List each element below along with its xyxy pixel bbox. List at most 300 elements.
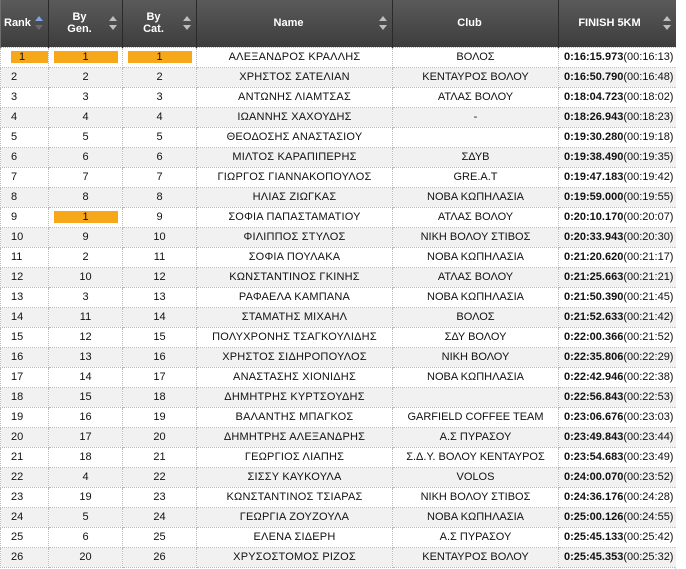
athlete-name-cell bbox=[197, 227, 393, 247]
rank-cell bbox=[1, 127, 49, 147]
rank-cell bbox=[1, 227, 49, 247]
rank-cell bbox=[1, 67, 49, 87]
category-rank-cell bbox=[123, 207, 197, 227]
athlete-name-cell bbox=[197, 167, 393, 187]
category-rank-cell bbox=[123, 547, 197, 567]
rank-cell bbox=[1, 267, 49, 287]
athlete-name-cell bbox=[197, 107, 393, 127]
rank-cell-value: 10 bbox=[11, 231, 24, 243]
table-header-row bbox=[1, 0, 677, 47]
net-time: (00:18:23) bbox=[623, 111, 674, 123]
table-row[interactable] bbox=[1, 207, 677, 227]
table-row[interactable] bbox=[1, 307, 677, 327]
category-rank-cell bbox=[123, 447, 197, 467]
net-time: (00:24:28) bbox=[623, 491, 674, 503]
category-rank-cell bbox=[123, 247, 197, 267]
club-cell bbox=[393, 327, 559, 347]
column-header-name[interactable] bbox=[197, 0, 393, 47]
gender-rank-cell bbox=[49, 247, 123, 267]
club-cell bbox=[393, 227, 559, 247]
finish-time-cell bbox=[559, 267, 677, 287]
rank-cell bbox=[1, 207, 49, 227]
category-rank-cell-value: 6 bbox=[156, 151, 163, 163]
category-rank-cell-value: 25 bbox=[153, 531, 166, 543]
gun-time: 0:25:00.126 bbox=[564, 511, 624, 523]
table-row[interactable] bbox=[1, 487, 677, 507]
club-cell bbox=[393, 547, 559, 567]
club-cell bbox=[393, 487, 559, 507]
gender-rank-cell bbox=[49, 267, 123, 287]
finish-time-cell bbox=[559, 367, 677, 387]
gun-time: 0:16:50.790 bbox=[564, 71, 624, 83]
club-cell-value: ΝΟΒΑ ΚΩΠΗΛΑΣΙΑ bbox=[427, 511, 524, 523]
category-rank-cell-value: 1 bbox=[128, 51, 192, 63]
athlete-name-cell-value: ΓΕΩΡΓΙΟΣ ΛΙΑΠΗΣ bbox=[244, 451, 345, 463]
club-cell-value: ΝΙΚΗ ΒΟΛΟΥ ΣΤΙΒΟΣ bbox=[420, 491, 531, 503]
category-rank-cell bbox=[123, 227, 197, 247]
column-header-club[interactable] bbox=[393, 0, 559, 47]
column-header-rank[interactable] bbox=[1, 0, 49, 47]
athlete-name-cell bbox=[197, 147, 393, 167]
athlete-name-cell-value: ΣΟΦΙΑ ΠΟΥΛΑΚΑ bbox=[248, 251, 341, 263]
category-rank-cell bbox=[123, 87, 197, 107]
athlete-name-cell bbox=[197, 367, 393, 387]
page-margin bbox=[676, 0, 686, 569]
athlete-name-cell-value: ΡΑΦΑΕΛΑ ΚΑΜΠΑΝΑ bbox=[238, 291, 351, 303]
athlete-name-cell bbox=[197, 407, 393, 427]
gender-rank-cell-value: 7 bbox=[82, 171, 89, 183]
athlete-name-cell bbox=[197, 487, 393, 507]
club-cell bbox=[393, 67, 559, 87]
finish-time-cell bbox=[559, 487, 677, 507]
athlete-name-cell-value: ΘΕΟΔΟΣΗΣ ΑΝΑΣΤΑΣΙΟΥ bbox=[226, 131, 363, 143]
category-rank-cell-value: 26 bbox=[153, 551, 166, 563]
category-rank-cell-value: 7 bbox=[156, 171, 163, 183]
rank-cell-value: 5 bbox=[11, 131, 18, 143]
finish-time-cell bbox=[559, 227, 677, 247]
table-row[interactable] bbox=[1, 187, 677, 207]
rank-cell bbox=[1, 307, 49, 327]
athlete-name-cell-value: ΑΝΑΣΤΑΣΗΣ ΧΙΟΝΙΔΗΣ bbox=[233, 371, 356, 383]
table-row[interactable] bbox=[1, 167, 677, 187]
athlete-name-cell-value: ΔΗΜΗΤΡΗΣ ΚΥΡΤΣΟΥΔΗΣ bbox=[224, 391, 365, 403]
net-time: (00:25:42) bbox=[623, 531, 674, 543]
gender-rank-cell bbox=[49, 147, 123, 167]
gender-rank-cell bbox=[49, 447, 123, 467]
rank-cell bbox=[1, 107, 49, 127]
table-row[interactable] bbox=[1, 227, 677, 247]
athlete-name-cell-value: ΓΙΩΡΓΟΣ ΓΙΑΝΝΑΚΟΠΟΥΛΟΣ bbox=[217, 171, 372, 183]
category-rank-cell bbox=[123, 427, 197, 447]
rank-cell-value: 24 bbox=[11, 511, 24, 523]
category-rank-cell bbox=[123, 107, 197, 127]
rank-cell-value: 18 bbox=[11, 391, 24, 403]
rank-cell-value: 16 bbox=[11, 351, 24, 363]
gender-rank-cell-value: 4 bbox=[82, 471, 89, 483]
category-rank-cell bbox=[123, 467, 197, 487]
table-row[interactable] bbox=[1, 347, 677, 367]
club-cell bbox=[393, 247, 559, 267]
club-cell-value: ΝΙΚΗ ΒΟΛΟΥ ΣΤΙΒΟΣ bbox=[420, 231, 531, 243]
athlete-name-cell bbox=[197, 467, 393, 487]
table-row[interactable] bbox=[1, 327, 677, 347]
category-rank-cell bbox=[123, 347, 197, 367]
category-rank-cell-value: 19 bbox=[153, 411, 166, 423]
club-cell-value: VOLOS bbox=[456, 471, 495, 483]
table-row[interactable] bbox=[1, 407, 677, 427]
club-cell-value: - bbox=[473, 111, 478, 123]
gender-rank-cell-value: 14 bbox=[79, 371, 92, 383]
finish-time-cell bbox=[559, 447, 677, 467]
athlete-name-cell-value: ΗΛΙΑΣ ΖΙΩΓΚΑΣ bbox=[252, 191, 337, 203]
finish-time-cell bbox=[559, 207, 677, 227]
finish-time-cell bbox=[559, 127, 677, 147]
net-time: (00:20:07) bbox=[623, 211, 674, 223]
net-time: (00:21:52) bbox=[623, 331, 674, 343]
rank-cell-value: 11 bbox=[11, 251, 23, 263]
sort-icon[interactable] bbox=[379, 16, 387, 30]
gender-rank-cell bbox=[49, 347, 123, 367]
rank-cell bbox=[1, 527, 49, 547]
rank-cell bbox=[1, 247, 49, 267]
athlete-name-cell-value: ΦΙΛΙΠΠΟΣ ΣΤΥΛΟΣ bbox=[243, 231, 346, 243]
gender-rank-cell bbox=[49, 507, 123, 527]
athlete-name-cell bbox=[197, 547, 393, 567]
club-cell-value: ΑΤΛΑΣ ΒΟΛΟΥ bbox=[437, 271, 514, 283]
club-cell-value: ΣΔΥΒ bbox=[461, 151, 490, 163]
column-header-label: Club bbox=[457, 17, 482, 30]
gun-time: 0:18:26.943 bbox=[564, 111, 624, 123]
category-rank-cell bbox=[123, 67, 197, 87]
rank-cell-value: 20 bbox=[11, 431, 24, 443]
finish-time-cell bbox=[559, 167, 677, 187]
table-row[interactable] bbox=[1, 367, 677, 387]
category-rank-cell-value: 15 bbox=[153, 331, 166, 343]
athlete-name-cell-value: ΠΟΛΥΧΡΟΝΗΣ ΤΣΑΓΚΟΥΛΙΔΗΣ bbox=[212, 331, 377, 343]
sort-ascending-icon[interactable] bbox=[35, 16, 43, 30]
category-rank-cell-value: 17 bbox=[153, 371, 166, 383]
club-cell-value: GRE.A.T bbox=[453, 171, 498, 183]
athlete-name-cell-value: ΚΩΝΣΤΑΝΤΙΝΟΣ ΤΣΙΑΡΑΣ bbox=[226, 491, 363, 503]
gender-rank-cell-value: 6 bbox=[82, 531, 89, 543]
gender-rank-cell bbox=[49, 407, 123, 427]
table-row[interactable] bbox=[1, 467, 677, 487]
table-row[interactable] bbox=[1, 427, 677, 447]
category-rank-cell-value: 9 bbox=[156, 211, 163, 223]
category-rank-cell bbox=[123, 127, 197, 147]
sort-icon[interactable] bbox=[663, 16, 671, 30]
gender-rank-cell-value: 5 bbox=[82, 511, 89, 523]
column-header-label: Gen. bbox=[67, 23, 92, 36]
gun-time: 0:24:36.176 bbox=[564, 491, 624, 503]
category-rank-cell-value: 14 bbox=[153, 311, 166, 323]
athlete-name-cell-value: ΚΩΝΣΤΑΝΤΙΝΟΣ ΓΚΙΝΗΣ bbox=[229, 271, 360, 283]
athlete-name-cell bbox=[197, 187, 393, 207]
club-cell-value: ΝΟΒΑ ΚΩΠΗΛΑΣΙΑ bbox=[427, 371, 524, 383]
gender-rank-cell-value: 11 bbox=[79, 311, 92, 323]
category-rank-cell-value: 12 bbox=[153, 271, 166, 283]
category-rank-cell-value: 20 bbox=[153, 431, 166, 443]
gender-rank-cell-value: 15 bbox=[79, 391, 92, 403]
rank-cell-value: 15 bbox=[11, 331, 24, 343]
table-row[interactable] bbox=[1, 287, 677, 307]
club-cell bbox=[393, 187, 559, 207]
rank-cell bbox=[1, 427, 49, 447]
table-row[interactable] bbox=[1, 527, 677, 547]
gender-rank-cell bbox=[49, 487, 123, 507]
club-cell bbox=[393, 387, 559, 407]
club-cell-value: ΑΤΛΑΣ ΒΟΛΟΥ bbox=[437, 211, 514, 223]
gun-time: 0:21:20.620 bbox=[564, 251, 624, 263]
net-time: (00:20:30) bbox=[623, 231, 674, 243]
club-cell bbox=[393, 467, 559, 487]
column-header-label: Rank bbox=[4, 17, 31, 30]
gun-time: 0:20:10.170 bbox=[564, 211, 624, 223]
club-cell bbox=[393, 87, 559, 107]
gun-time: 0:25:45.353 bbox=[564, 551, 624, 563]
finish-time-cell bbox=[559, 407, 677, 427]
athlete-name-cell-value: ΑΛΕΞΑΝΔΡΟΣ ΚΡΑΛΛΗΣ bbox=[228, 51, 361, 63]
category-rank-cell bbox=[123, 327, 197, 347]
club-cell bbox=[393, 407, 559, 427]
athlete-name-cell bbox=[197, 427, 393, 447]
gender-rank-cell bbox=[49, 307, 123, 327]
table-row[interactable] bbox=[1, 67, 677, 87]
category-rank-cell-value: 24 bbox=[153, 511, 166, 523]
rank-cell-value: 9 bbox=[11, 211, 18, 223]
gender-rank-cell-value: 8 bbox=[82, 191, 89, 203]
athlete-name-cell-value: ΧΡΥΣΟΣΤΟΜΟΣ ΡΙΖΟΣ bbox=[233, 551, 356, 563]
category-rank-cell bbox=[123, 287, 197, 307]
rank-cell bbox=[1, 407, 49, 427]
gender-rank-cell bbox=[49, 527, 123, 547]
gender-rank-cell-value: 4 bbox=[82, 111, 89, 123]
category-rank-cell-value: 13 bbox=[153, 291, 166, 303]
gun-time: 0:19:47.183 bbox=[564, 171, 624, 183]
athlete-name-cell-value: ΧΡΗΣΤΟΣ ΣΙΔΗΡΟΠΟΥΛΟΣ bbox=[222, 351, 367, 363]
finish-time-cell bbox=[559, 427, 677, 447]
club-cell-value: ΑΤΛΑΣ ΒΟΛΟΥ bbox=[437, 91, 514, 103]
finish-time-cell bbox=[559, 287, 677, 307]
column-header-by-gender[interactable] bbox=[49, 0, 123, 47]
athlete-name-cell bbox=[197, 327, 393, 347]
net-time: (00:23:03) bbox=[623, 411, 674, 423]
column-header-finish-5km[interactable] bbox=[559, 0, 677, 47]
gender-rank-cell-value: 17 bbox=[79, 431, 92, 443]
category-rank-cell bbox=[123, 307, 197, 327]
club-cell-value: ΚΕΝΤΑΥΡΟΣ ΒΟΛΟΥ bbox=[422, 551, 529, 563]
athlete-name-cell bbox=[197, 387, 393, 407]
finish-time-cell bbox=[559, 307, 677, 327]
club-cell bbox=[393, 287, 559, 307]
athlete-name-cell-value: ΑΝΤΩΝΗΣ ΛΙΑΜΤΣΑΣ bbox=[238, 91, 351, 103]
category-rank-cell bbox=[123, 367, 197, 387]
athlete-name-cell bbox=[197, 267, 393, 287]
finish-time-cell bbox=[559, 467, 677, 487]
rank-cell-value: 6 bbox=[11, 151, 18, 163]
gun-time: 0:21:50.390 bbox=[564, 291, 624, 303]
club-cell bbox=[393, 367, 559, 387]
gun-time: 0:23:49.843 bbox=[564, 431, 624, 443]
athlete-name-cell-value: ΣΙΣΣΥ ΚΑΥΚΟΥΛΑ bbox=[247, 471, 342, 483]
table-row[interactable] bbox=[1, 507, 677, 527]
gender-rank-cell bbox=[49, 467, 123, 487]
net-time: (00:19:35) bbox=[623, 151, 674, 163]
table-row[interactable] bbox=[1, 547, 677, 567]
club-cell bbox=[393, 47, 559, 67]
club-cell bbox=[393, 127, 559, 147]
category-rank-cell-value: 3 bbox=[156, 91, 163, 103]
gender-rank-cell bbox=[49, 207, 123, 227]
gender-rank-cell bbox=[49, 367, 123, 387]
athlete-name-cell bbox=[197, 527, 393, 547]
table-row[interactable] bbox=[1, 447, 677, 467]
finish-time-cell bbox=[559, 247, 677, 267]
rank-cell bbox=[1, 547, 49, 567]
table-row[interactable] bbox=[1, 267, 677, 287]
rank-cell-value: 2 bbox=[11, 71, 18, 83]
rank-cell-value: 23 bbox=[11, 491, 24, 503]
gender-rank-cell-value: 6 bbox=[82, 151, 89, 163]
column-header-by-category[interactable] bbox=[123, 0, 197, 47]
club-cell-value: ΝΟΒΑ ΚΩΠΗΛΑΣΙΑ bbox=[427, 191, 524, 203]
finish-time-cell bbox=[559, 327, 677, 347]
gender-rank-cell bbox=[49, 187, 123, 207]
net-time: (00:21:17) bbox=[623, 251, 674, 263]
gun-time: 0:22:35.806 bbox=[564, 351, 624, 363]
gender-rank-cell-value: 12 bbox=[79, 331, 92, 343]
net-time: (00:23:49) bbox=[623, 451, 674, 463]
sort-icon[interactable] bbox=[183, 16, 191, 30]
athlete-name-cell bbox=[197, 307, 393, 327]
table-row[interactable] bbox=[1, 127, 677, 147]
athlete-name-cell-value: ΔΗΜΗΤΡΗΣ ΑΛΕΞΑΝΔΡΗΣ bbox=[223, 431, 366, 443]
gender-rank-cell bbox=[49, 227, 123, 247]
table-row[interactable] bbox=[1, 387, 677, 407]
athlete-name-cell bbox=[197, 347, 393, 367]
category-rank-cell-value: 18 bbox=[153, 391, 166, 403]
net-time: (00:23:52) bbox=[623, 471, 674, 483]
rank-cell bbox=[1, 187, 49, 207]
sort-icon[interactable] bbox=[109, 16, 117, 30]
athlete-name-cell-value: ΒΑΛΑΝΤΗΣ ΜΠΑΓΚΟΣ bbox=[235, 411, 354, 423]
club-cell bbox=[393, 167, 559, 187]
finish-time-cell bbox=[559, 107, 677, 127]
category-rank-cell-value: 2 bbox=[156, 71, 163, 83]
net-time: (00:23:44) bbox=[623, 431, 674, 443]
net-time: (00:22:53) bbox=[623, 391, 674, 403]
finish-time-cell bbox=[559, 147, 677, 167]
gender-rank-cell-value: 9 bbox=[82, 231, 89, 243]
rank-cell bbox=[1, 167, 49, 187]
club-cell-value: ΒΟΛΟΣ bbox=[456, 311, 495, 323]
club-cell-value: ΣΔΥ ΒΟΛΟΥ bbox=[444, 331, 507, 343]
results-body bbox=[1, 47, 677, 567]
athlete-name-cell-value: ΧΡΗΣΤΟΣ ΣΑΤΕΛΙΑΝ bbox=[239, 71, 350, 83]
column-header-label: Name bbox=[273, 17, 304, 30]
rank-cell-value: 14 bbox=[11, 311, 24, 323]
net-time: (00:16:13) bbox=[623, 51, 674, 63]
gender-rank-cell-value: 3 bbox=[82, 91, 89, 103]
net-time: (00:21:45) bbox=[623, 291, 674, 303]
gender-rank-cell-value: 3 bbox=[82, 291, 89, 303]
club-cell bbox=[393, 147, 559, 167]
table-row[interactable] bbox=[1, 247, 677, 267]
club-cell bbox=[393, 107, 559, 127]
rank-cell-value: 4 bbox=[11, 111, 18, 123]
category-rank-cell-value: 8 bbox=[156, 191, 163, 203]
club-cell-value: ΝΟΒΑ ΚΩΠΗΛΑΣΙΑ bbox=[427, 291, 524, 303]
net-time: (00:22:38) bbox=[623, 371, 674, 383]
net-time: (00:21:21) bbox=[623, 271, 674, 283]
rank-cell bbox=[1, 327, 49, 347]
club-cell bbox=[393, 267, 559, 287]
club-cell-value: ΚΕΝΤΑΥΡΟΣ ΒΟΛΟΥ bbox=[422, 71, 529, 83]
gun-time: 0:20:33.943 bbox=[564, 231, 624, 243]
category-rank-cell bbox=[123, 167, 197, 187]
gender-rank-cell-value: 19 bbox=[79, 491, 92, 503]
rank-cell bbox=[1, 87, 49, 107]
gender-rank-cell bbox=[49, 287, 123, 307]
table-row[interactable] bbox=[1, 107, 677, 127]
gender-rank-cell-value: 5 bbox=[82, 131, 89, 143]
finish-time-cell bbox=[559, 67, 677, 87]
rank-cell bbox=[1, 47, 49, 67]
finish-time-cell bbox=[559, 347, 677, 367]
finish-time-cell bbox=[559, 387, 677, 407]
club-cell bbox=[393, 307, 559, 327]
category-rank-cell-value: 22 bbox=[153, 471, 166, 483]
athlete-name-cell-value: ΙΩΑΝΝΗΣ ΧΑΧΟΥΔΗΣ bbox=[237, 111, 352, 123]
net-time: (00:19:18) bbox=[623, 131, 674, 143]
rank-cell-value: 21 bbox=[11, 451, 24, 463]
gender-rank-cell bbox=[49, 87, 123, 107]
rank-cell bbox=[1, 507, 49, 527]
rank-cell-value: 7 bbox=[11, 171, 18, 183]
rank-cell bbox=[1, 387, 49, 407]
rank-cell bbox=[1, 367, 49, 387]
athlete-name-cell bbox=[197, 447, 393, 467]
rank-cell-value: 26 bbox=[11, 551, 24, 563]
finish-time-cell bbox=[559, 547, 677, 567]
gun-time: 0:19:59.000 bbox=[564, 191, 624, 203]
club-cell bbox=[393, 527, 559, 547]
athlete-name-cell bbox=[197, 47, 393, 67]
rank-cell bbox=[1, 487, 49, 507]
column-header-label: Cat. bbox=[143, 23, 164, 36]
table-row[interactable] bbox=[1, 147, 677, 167]
table-row[interactable] bbox=[1, 87, 677, 107]
rank-cell-value: 1 bbox=[11, 51, 49, 63]
finish-time-cell bbox=[559, 527, 677, 547]
net-time: (00:16:48) bbox=[623, 71, 674, 83]
gun-time: 0:25:45.133 bbox=[564, 531, 624, 543]
gun-time: 0:18:04.723 bbox=[564, 91, 624, 103]
club-cell-value: Α.Σ ΠΥΡΑΣΟΥ bbox=[439, 531, 512, 543]
category-rank-cell-value: 16 bbox=[153, 351, 166, 363]
club-cell-value: ΒΟΛΟΣ bbox=[456, 51, 495, 63]
rank-cell-value: 17 bbox=[11, 371, 24, 383]
net-time: (00:19:42) bbox=[623, 171, 674, 183]
category-rank-cell-value: 10 bbox=[153, 231, 166, 243]
table-row[interactable] bbox=[1, 47, 677, 67]
net-time: (00:21:42) bbox=[623, 311, 674, 323]
club-cell bbox=[393, 507, 559, 527]
rank-cell bbox=[1, 447, 49, 467]
athlete-name-cell bbox=[197, 207, 393, 227]
athlete-name-cell-value: ΓΕΩΡΓΙΑ ΖΟΥΖΟΥΛΑ bbox=[239, 511, 350, 523]
athlete-name-cell-value: ΣΤΑΜΑΤΗΣ ΜΙΧΑΗΛ bbox=[241, 311, 348, 323]
